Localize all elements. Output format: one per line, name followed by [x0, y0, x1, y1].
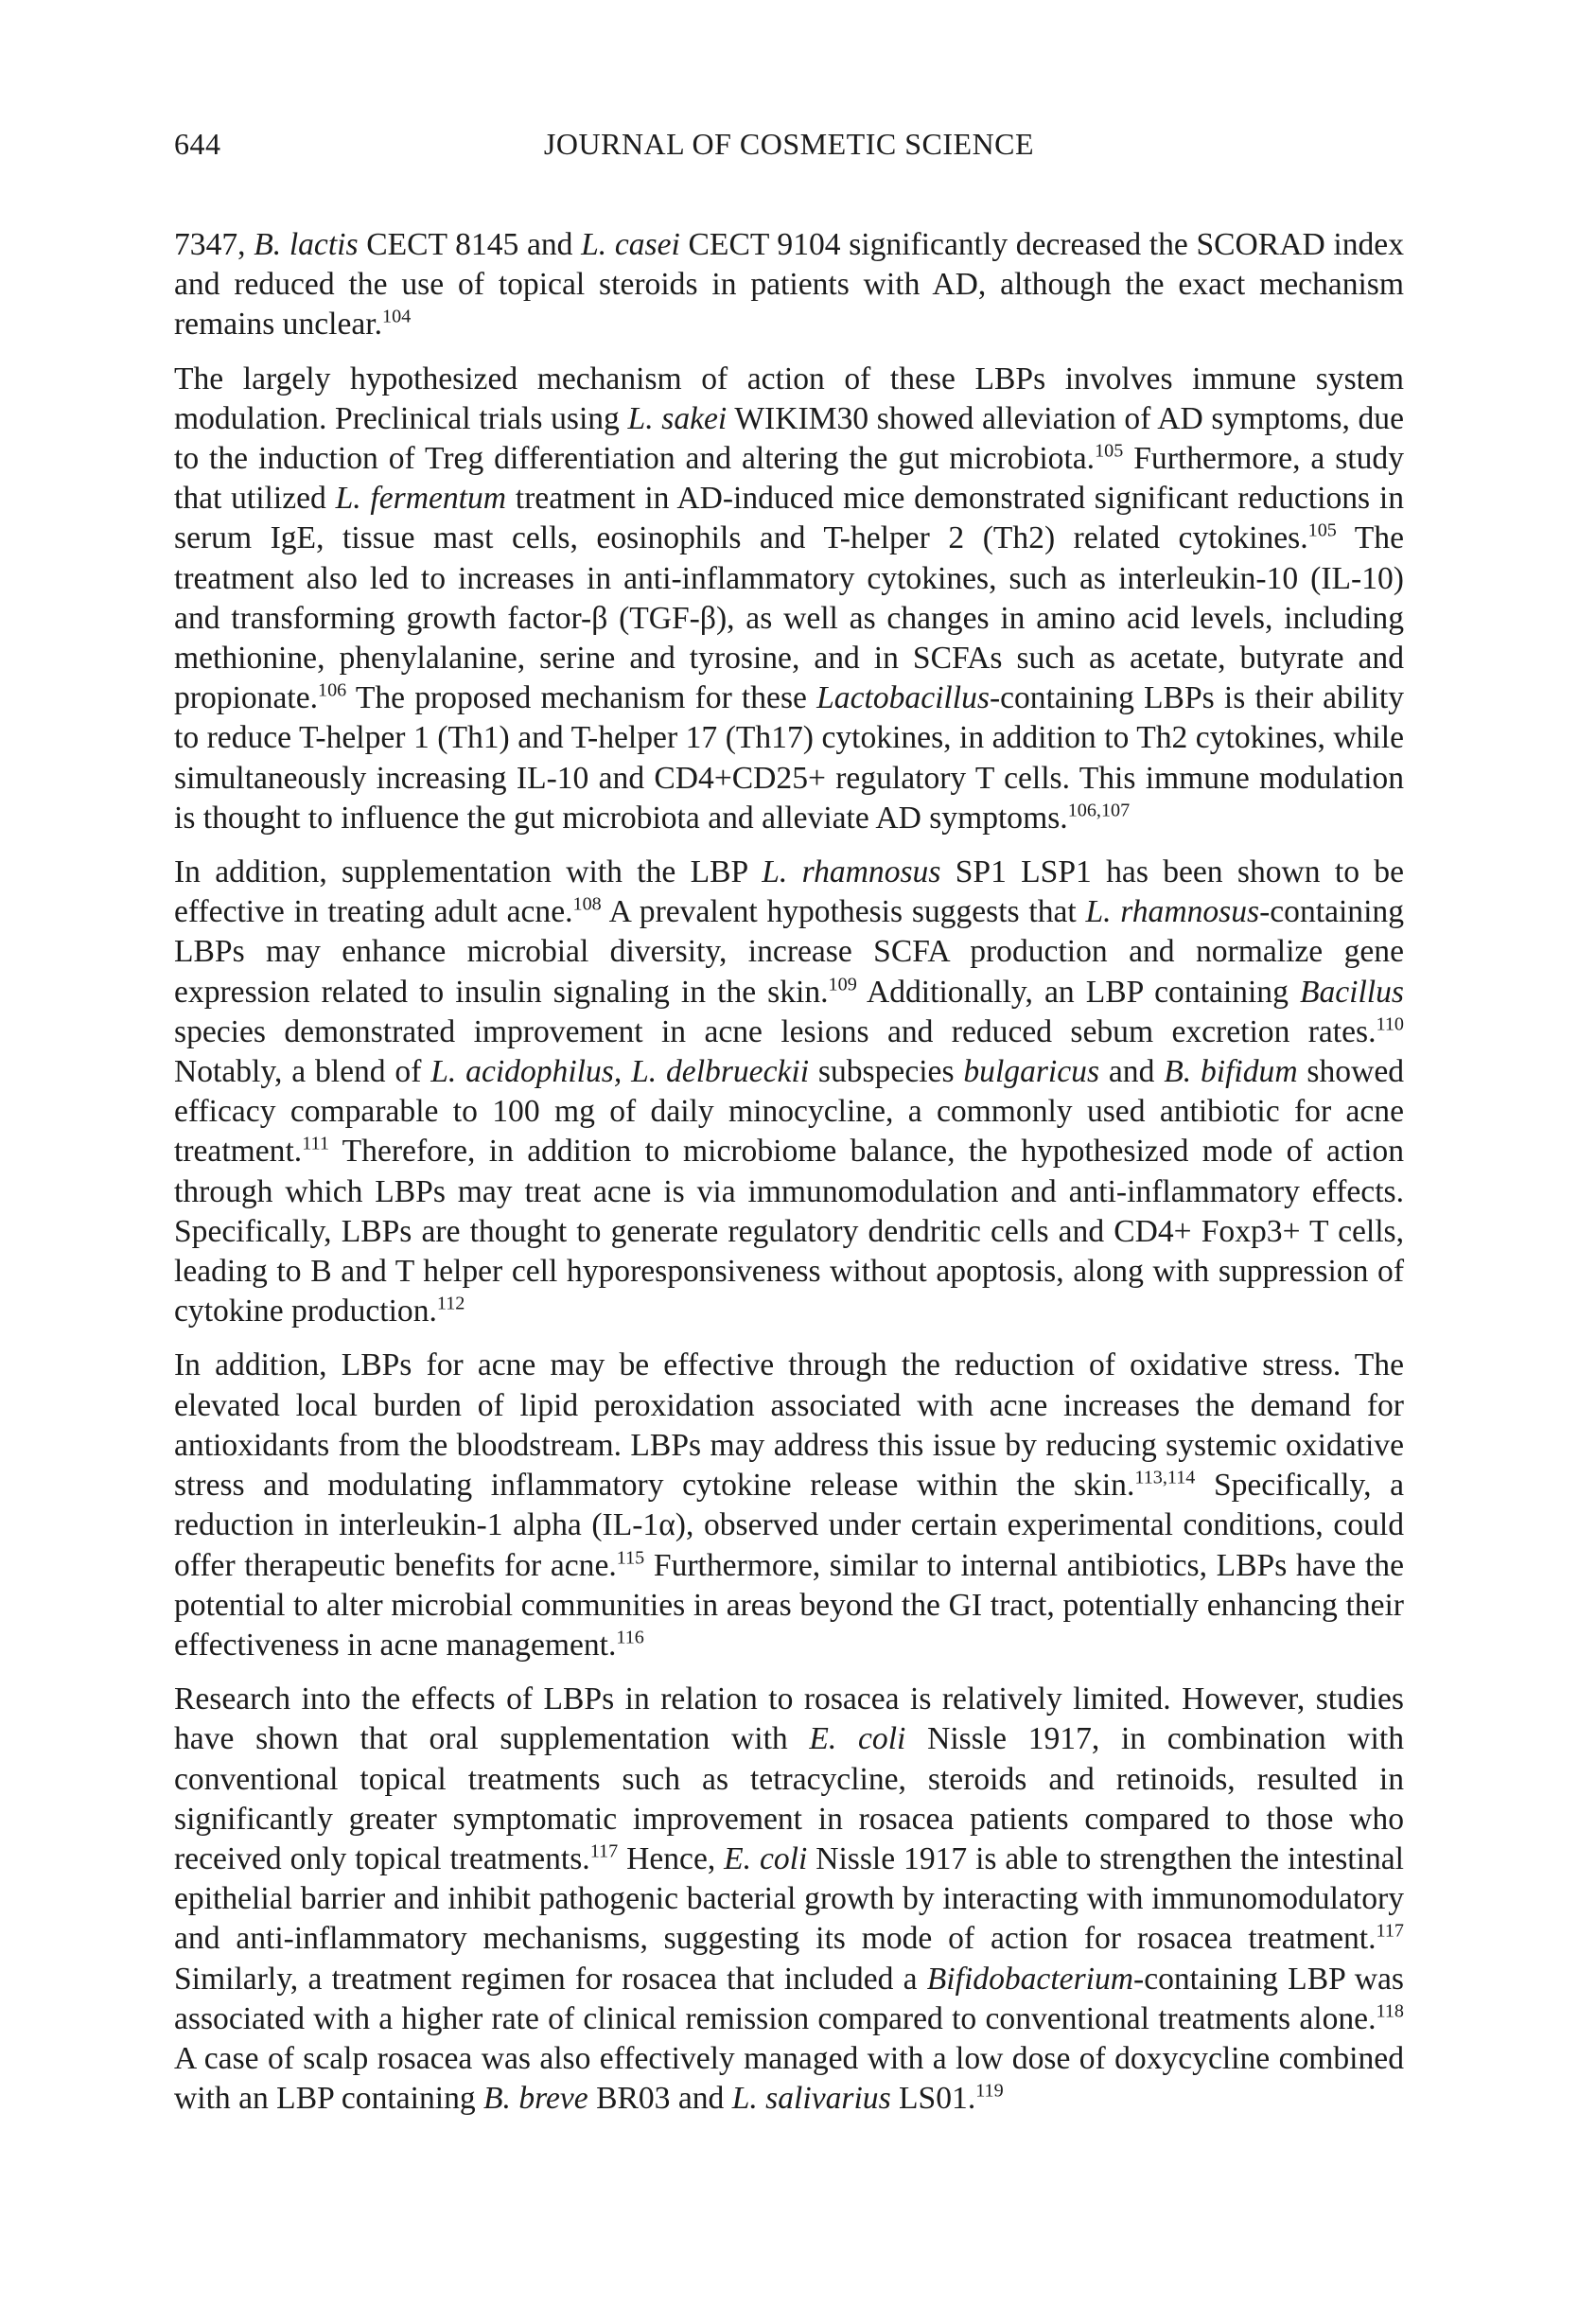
- text-run: Furthermore, a study that utilized: [174, 441, 1404, 517]
- text-run: subspecies: [809, 1054, 964, 1090]
- citation-ref: 111: [302, 1133, 329, 1154]
- text-run: SP1 LSP1 has been shown to be effective in treating adult acne.: [174, 854, 1404, 930]
- text-run: In addition, LBPs for acne may be effective through the reduction of oxidative stress. The elevated local burden of lipid peroxidation associated with acne increases the demand for antioxidants from the bloodstream. LBPs may address this issue by reducing systemic oxidative stress and modulating inflammatory cytokine release within the skin.: [174, 1347, 1404, 1504]
- text-run: Specifically, a reduction in interleukin-1 alpha (IL-1α), observed under certain experimental conditions, could offer therapeutic benefits for acne.: [174, 1468, 1404, 1583]
- italic-term: E. coli: [724, 1840, 808, 1876]
- paragraph: [174, 360, 1404, 838]
- italic-term: L. rhamnosus: [1085, 894, 1260, 930]
- citation-ref: 117: [1376, 1920, 1404, 1942]
- text-run: CECT 8145 and: [358, 227, 582, 262]
- text-run: In addition, supplementation with the LBP: [174, 854, 763, 890]
- text-run: Therefore, in addition to microbiome balance, the hypothesized mode of action through which LBPs may treat acne is via immunomodulation and anti-inflammatory effects. Specifically, LBPs are thought to generate regulatory dendritic cells and CD4+ Foxp3+ T cells, leading to B and T helper cell hyporesponsiveness without apoptosis, along with suppression of cytokine production.: [174, 1134, 1404, 1329]
- text-run: treatment in AD-induced mice demonstrated significant reductions in serum IgE, tissue mast cells, eosinophils and T-helper 2 (Th2) related cytokines.: [174, 481, 1405, 556]
- italic-term: L. sakei: [627, 400, 728, 436]
- text-run: -containing LBP was associated with a higher rate of clinical remission compared to conventional treatments alone.: [174, 1961, 1404, 2036]
- paragraph: [174, 1680, 1404, 2119]
- citation-ref: 105: [1095, 440, 1124, 462]
- italic-term: L. fermentum: [335, 481, 507, 517]
- italic-term: B. breve: [483, 2081, 588, 2117]
- text-run: The largely hypothesized mechanism of action of these LBPs involves immune system modulation. Preclinical trials using: [174, 361, 1404, 436]
- text-run: LS01.: [890, 2081, 976, 2117]
- text-run: BR03 and: [588, 2081, 732, 2117]
- citation-ref: 106: [318, 679, 347, 701]
- italic-term: B. bifidum: [1164, 1054, 1298, 1090]
- citation-ref: 106,107: [1067, 800, 1131, 821]
- text-run: Research into the effects of LBPs in relation to rosacea is relatively limited. However, studies have shown that oral supplementation with: [174, 1681, 1404, 1757]
- citation-ref: 117: [589, 1840, 619, 1862]
- italic-term: B. lactis: [254, 227, 359, 262]
- text-run: Nissle 1917 is able to strengthen the intestinal epithelial barrier and inhibit pathogenic bacterial growth by interacting with immunomodulatory and anti-inflammatory mechanisms, suggesting its mode of action for rosacea treatment.: [174, 1840, 1404, 1957]
- citation-ref: 115: [616, 1547, 645, 1569]
- citation-ref: 118: [1376, 2000, 1404, 2022]
- italic-term: L. salivarius: [731, 2081, 891, 2117]
- text-run: WIKIM30 showed alleviation of AD symptoms, due to the induction of Treg differentiation and altering the gut microbiota.: [174, 400, 1404, 477]
- text-run: Notably, a blend of: [174, 1054, 431, 1090]
- text-run: Hence,: [618, 1840, 725, 1876]
- paragraph: [174, 225, 1404, 345]
- italic-term: L. rhamnosus: [762, 854, 941, 890]
- text-run: showed efficacy comparable to 100 mg of daily minocycline, a commonly used antibiotic for acne treatment.: [174, 1054, 1405, 1170]
- citation-ref: 116: [616, 1627, 644, 1648]
- citation-ref: 108: [572, 893, 602, 915]
- text-run: A case of scalp rosacea was also effectively managed with a low dose of doxycycline combined with an LBP containing: [174, 2040, 1404, 2117]
- italic-term: Bacillus: [1299, 974, 1404, 1010]
- text-run: -containing LBPs may enhance microbial diversity, increase SCFA production and normalize gene expression related to insulin signaling in the skin.: [174, 894, 1404, 1010]
- text-run: CECT 9104 significantly decreased the SCORAD index and reduced the use of topical steroids in patients with AD, although the exact mechanism remains unclear.: [174, 227, 1404, 343]
- citation-ref: 113,114: [1134, 1467, 1196, 1488]
- italic-term: Lactobacillus: [816, 680, 990, 716]
- paragraph: [174, 853, 1404, 1331]
- text-run: species demonstrated improvement in acne lesions and reduced sebum excretion rates.: [174, 1013, 1377, 1049]
- text-run: -containing LBPs is their ability to reduce T-helper 1 (Th1) and T-helper 17 (Th17) cytokines, in addition to Th2 cytokines, while simultaneously increasing IL-10 and CD4+CD25+ regulatory T cells. This immune modulation is thought to influence the gut microbiota and alleviate AD symptoms.: [174, 680, 1404, 836]
- text-run: Similarly, a treatment regimen for rosacea that included a: [174, 1961, 927, 1997]
- citation-ref: 104: [382, 306, 412, 327]
- italic-term: L. casei: [581, 227, 680, 262]
- text-run: The proposed mechanism for these: [346, 680, 817, 716]
- text-run: The treatment also led to increases in anti-inflammatory cytokines, such as interleukin-10 (IL-10) and transforming growth factor-β (TGF-β), as well as changes in amino acid levels, including methionine, phenylalanine, serine and tyrosine, and in SCFAs such as acetate, butyrate and propionate.: [174, 520, 1405, 716]
- text-run: A prevalent hypothesis suggests that: [601, 894, 1086, 930]
- citation-ref: 105: [1307, 519, 1337, 541]
- italic-term: Bifidobacterium: [926, 1961, 1134, 1997]
- text-run: 7347,: [174, 227, 254, 262]
- italic-term: bulgaricus: [963, 1054, 1100, 1090]
- text-run: and: [1099, 1054, 1165, 1090]
- italic-term: E. coli: [809, 1721, 906, 1757]
- citation-ref: 110: [1376, 1013, 1404, 1035]
- text-run: Additionally, an LBP containing: [856, 974, 1300, 1010]
- citation-ref: 109: [828, 974, 857, 995]
- paragraph: [174, 1346, 1404, 1665]
- citation-ref: 119: [975, 2080, 1004, 2102]
- text-run: Furthermore, similar to internal antibiotics, LBPs have the potential to alter microbial communities in areas beyond the GI tract, potentially enhancing their effectiveness in acne management.: [174, 1547, 1404, 1663]
- text-run: Nissle 1917, in combination with conventional topical treatments such as tetracycline, steroids and retinoids, resulted in significantly greater symptomatic improvement in rosacea patients compared to those who received only topical treatments.: [174, 1721, 1404, 1876]
- page-number: 644: [174, 127, 221, 161]
- journal-title: JOURNAL OF COSMETIC SCIENCE: [543, 127, 1035, 161]
- italic-term: L. acidophilus, L. delbrueckii: [430, 1054, 810, 1090]
- running-header: [174, 127, 1404, 174]
- body-text: [174, 225, 1404, 2133]
- citation-ref: 112: [436, 1293, 465, 1314]
